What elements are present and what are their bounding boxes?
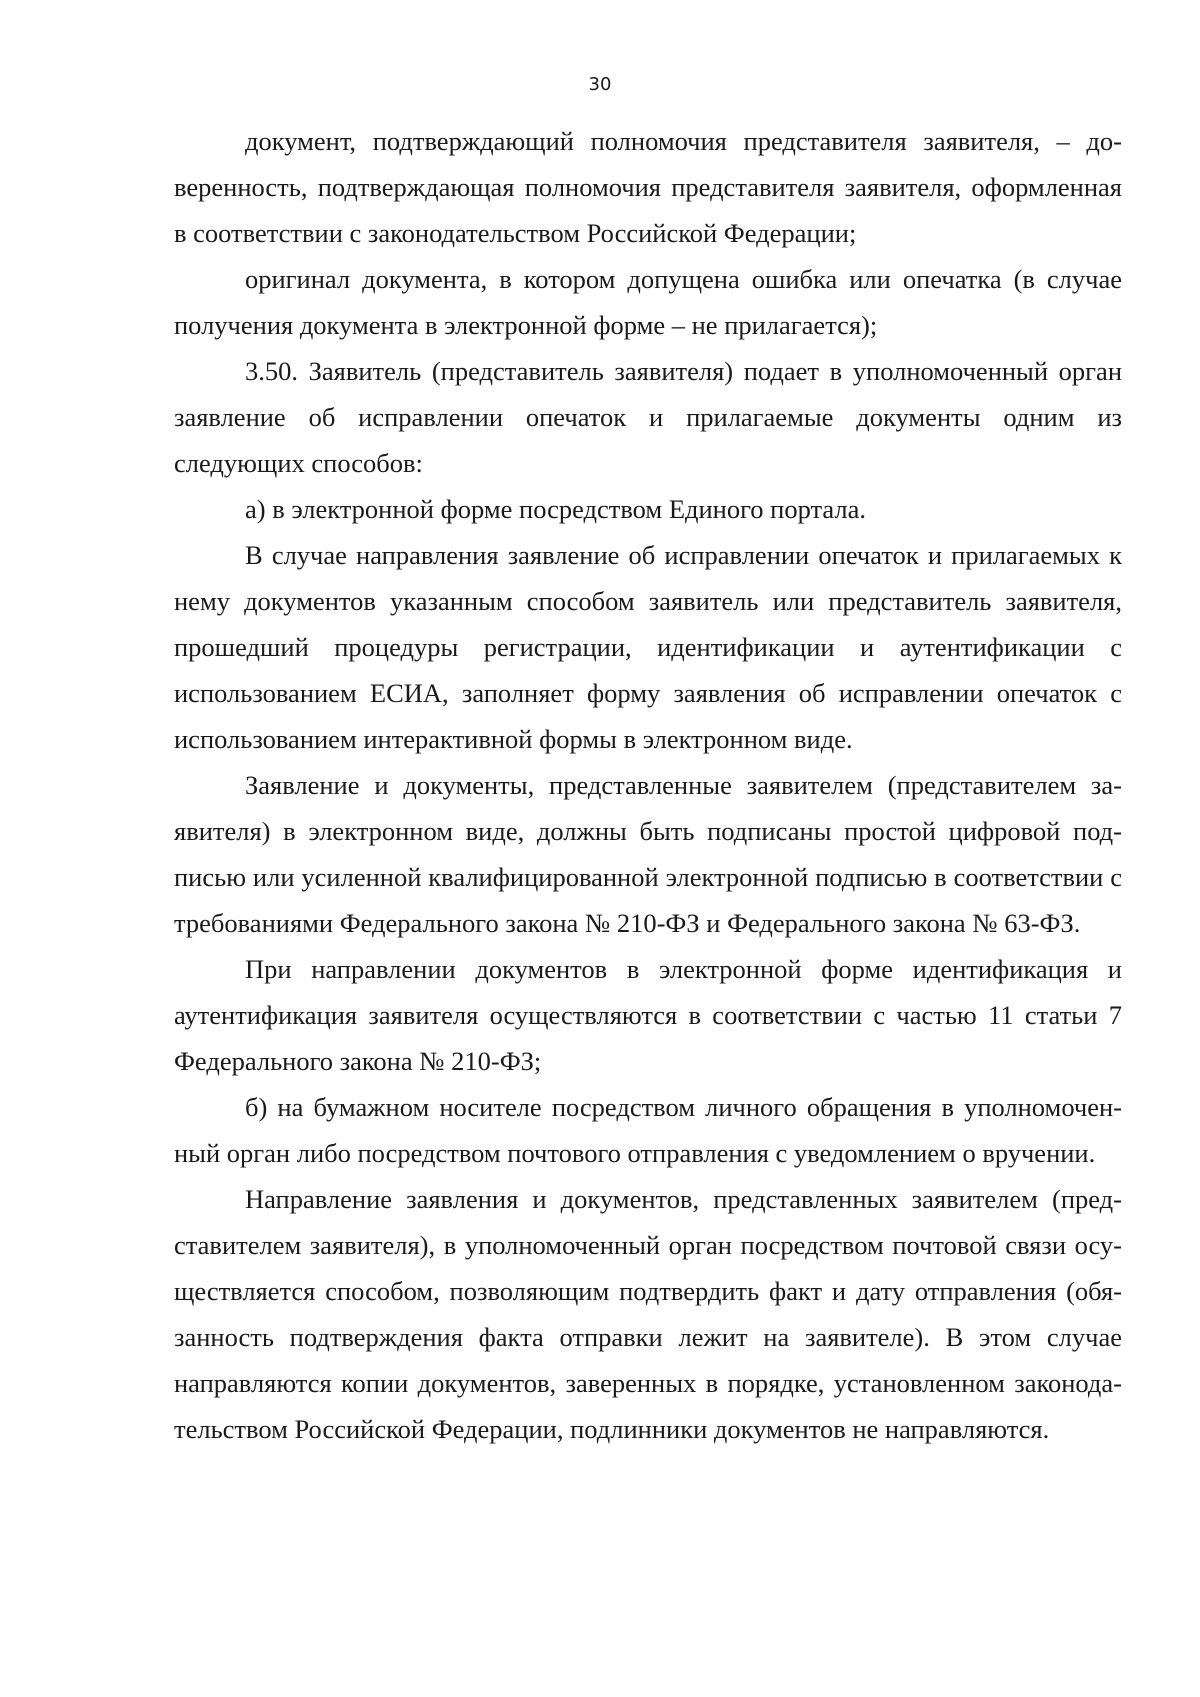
document-body xyxy=(174,118,1122,1452)
paragraph-postal-delivery: Направление заявления и документов, представленных заявителем (представителем заявителя), в уполномоченный орган посредством почтовой связи осуществляется способом, позволяющим подтвердить факт и дату отправления (обязанность подтверждения факта отправки лежит на заявителе). В этом случае направляются копии документов, заверенных в порядке, установленном законодательством Российской Федерации, подлинники документов не направляются. xyxy=(174,1184,1122,1444)
paragraph-original-document: оригинал документа, в котором допущена ошибка или опечатка (в случае получения документа в электронной форме – не прилагается); xyxy=(174,264,1122,340)
paragraph-3-50-submission-methods: 3.50. Заявитель (представитель заявителя) подает в уполномоченный орган заявление об исправлении опечаток и прилагаемые документы одним из следующих способов: xyxy=(174,356,1122,478)
paragraph-identification-authentication: При направлении документов в электронной форме идентификация и аутентификация заявителя осуществляются в соответствии с частью 11 статьи 7 Федерального закона № 210-ФЗ; xyxy=(174,954,1122,1076)
paragraph-a-electronic-form: а) в электронной форме посредством Единого портала. xyxy=(245,494,867,524)
paragraph-representative-authority: документ, подтверждающий полномочия представителя заявителя, – доверенность, подтверждающая полномочия представителя заявителя, оформленная в соответствии с законодательством Российской Федерации; xyxy=(174,126,1122,248)
paragraph-esia-interactive-form: В случае направления заявление об исправлении опечаток и прилагаемых к нему документов указанным способом заявитель или представитель заявителя, прошедший процедуры регистрации, идентификации и аутентификации с использованием ЕСИА, заполняет форму заявления об исправлении опечаток с использованием интерактивной формы в электронном виде. xyxy=(174,540,1122,754)
paragraph-b-paper-form: б) на бумажном носителе посредством личного обращения в уполномоченный орган либо посредством почтового отправления с уведомлением о вручении. xyxy=(174,1092,1122,1168)
page-number: 30 xyxy=(588,74,612,95)
paragraph-electronic-signature: Заявление и документы, представленные заявителем (представителем заявителя) в электронном виде, должны быть подписаны простой цифровой подписью или усиленной квалифицированной электронной подписью в соответствии с требованиями Федерального закона № 210-ФЗ и Федерального закона № 63-ФЗ. xyxy=(174,770,1122,938)
